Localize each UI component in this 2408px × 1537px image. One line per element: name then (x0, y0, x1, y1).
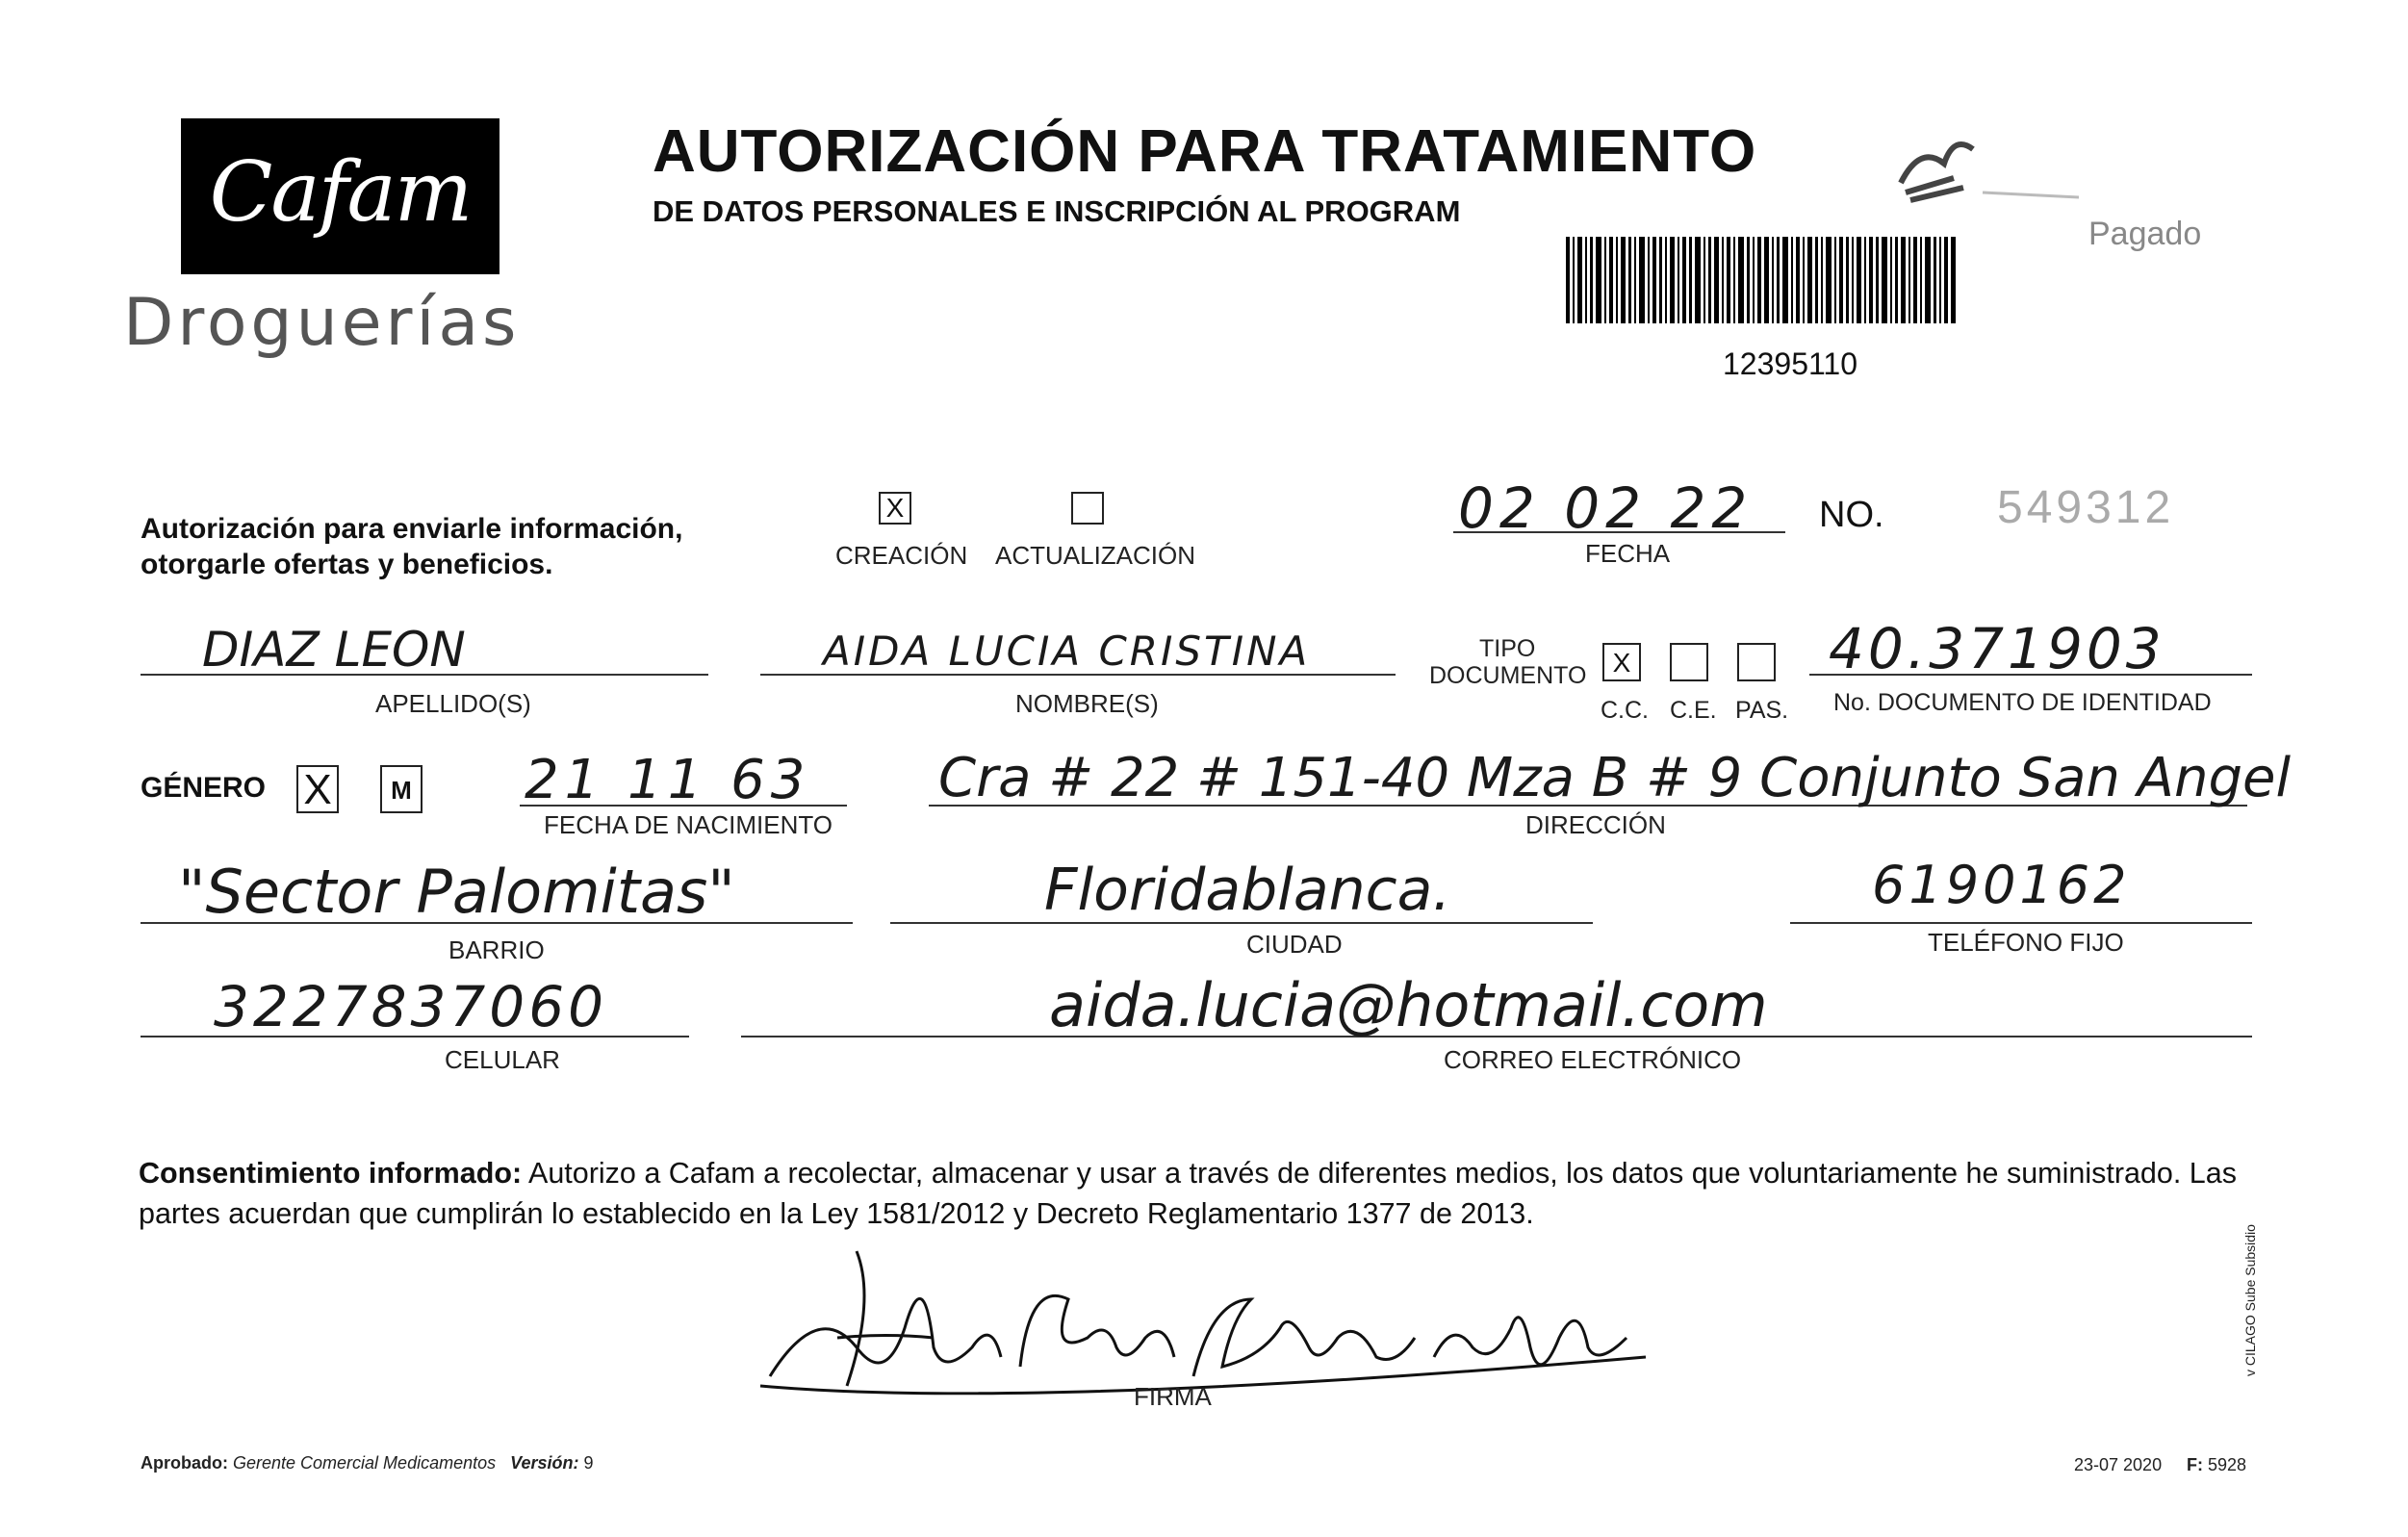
creation-label: CREACIÓN (835, 541, 968, 570)
barcode-number: 12395110 (1723, 346, 1857, 381)
side-text: v CILAGO Sube Subsidio (2242, 1224, 2258, 1376)
consent-heading: Consentimiento informado: (139, 1157, 523, 1190)
cc-label: C.C. (1601, 697, 1649, 724)
footer-date: 23-07 2020 (2074, 1455, 2163, 1474)
doc-type-label-1: TIPO (1479, 635, 1536, 662)
date-value[interactable]: 02 02 22 (1458, 475, 1754, 541)
approved-label: Aprobado: (141, 1453, 228, 1473)
consent-text: Autorizo a Cafam a recolectar, almacenar y usar a través de diferentes medios, los datos que voluntariamente he suministrado. Las partes acuerdan que cumplirán lo establecido en la Ley 1581/2012 y Decreto Reglamentario 1377 de 2013. (139, 1157, 2237, 1230)
email-label: CORREO ELECTRÓNICO (1444, 1045, 1742, 1074)
address-value[interactable]: Cra # 22 # 151-40 Mza B # 9 Conjunto San Angel (938, 747, 2292, 809)
approved-value: Gerente Comercial Medicamentos (233, 1453, 497, 1473)
number-label: NO. (1819, 495, 1884, 535)
doc-number-label: No. DOCUMENTO DE IDENTIDAD (1833, 689, 2212, 716)
address-label: DIRECCIÓN (1525, 810, 1666, 839)
mobile-label: CELULAR (445, 1045, 560, 1074)
phone-label: TELÉFONO FIJO (1928, 928, 2124, 957)
authorization-heading-line2: otorgarle ofertas y beneficios. (141, 549, 553, 580)
city-value[interactable]: Floridablanca. (1044, 857, 1451, 924)
ce-label: C.E. (1670, 697, 1717, 724)
gender-label: GÉNERO (141, 772, 267, 804)
date-line (1453, 531, 1785, 533)
form-label: F: (2187, 1455, 2203, 1474)
barcode (1566, 237, 1956, 323)
ce-checkbox[interactable] (1670, 643, 1708, 681)
doc-type-label-2: DOCUMENTO (1429, 662, 1587, 689)
phone-value[interactable]: 6190162 (1872, 855, 2131, 915)
creation-checkbox[interactable]: X (879, 492, 911, 525)
city-label: CIUDAD (1246, 930, 1343, 959)
consent-paragraph (139, 1153, 2246, 1234)
names-value[interactable]: AIDA LUCIA CRISTINA (823, 628, 1311, 675)
update-checkbox[interactable] (1071, 492, 1104, 525)
signature-label: FIRMA (1134, 1382, 1212, 1411)
logo: Cafam (209, 144, 472, 241)
neighborhood-label: BARRIO (448, 935, 545, 964)
phone-line (1790, 922, 2252, 924)
version-value: 9 (583, 1453, 594, 1473)
male-checkbox[interactable]: M (380, 765, 423, 813)
footer-approved (141, 1453, 594, 1473)
version-label: Versión: (510, 1453, 579, 1473)
surnames-value[interactable]: DIAZ LEON (202, 622, 466, 678)
signature (741, 1242, 1665, 1405)
cc-checkbox[interactable]: X (1602, 643, 1641, 681)
names-label: NOMBRE(S) (1015, 689, 1159, 718)
surnames-label: APELLIDO(S) (375, 689, 531, 718)
mobile-value[interactable]: 3227837060 (214, 974, 608, 1039)
email-value[interactable]: aida.lucia@hotmail.com (1049, 970, 1768, 1040)
stamp-text: Pagado (2088, 216, 2202, 252)
authorization-heading-line1: Autorización para enviarle información, (141, 513, 683, 545)
pas-checkbox[interactable] (1737, 643, 1776, 681)
birth-label: FECHA DE NACIMIENTO (544, 810, 833, 839)
number-value: 549312 (1997, 482, 2175, 533)
document-title: AUTORIZACIÓN PARA TRATAMIENTO (653, 118, 1757, 185)
update-label: ACTUALIZACIÓN (995, 541, 1196, 570)
date-label: FECHA (1585, 539, 1671, 568)
stamp-mark (1886, 125, 2098, 212)
logo-subtext: Droguerías (123, 285, 521, 361)
pas-label: PAS. (1735, 697, 1789, 724)
doc-number-value[interactable]: 40.371903 (1829, 616, 2165, 681)
form-value: 5928 (2208, 1455, 2247, 1474)
neighborhood-value[interactable]: "Sector Palomitas" (178, 857, 735, 927)
document-subtitle: DE DATOS PERSONALES E INSCRIPCIÓN AL PROGRAM (653, 194, 1461, 228)
footer-form (2187, 1455, 2246, 1475)
female-checkbox[interactable]: X (296, 765, 339, 813)
birth-value[interactable]: 21 11 63 (525, 749, 811, 811)
